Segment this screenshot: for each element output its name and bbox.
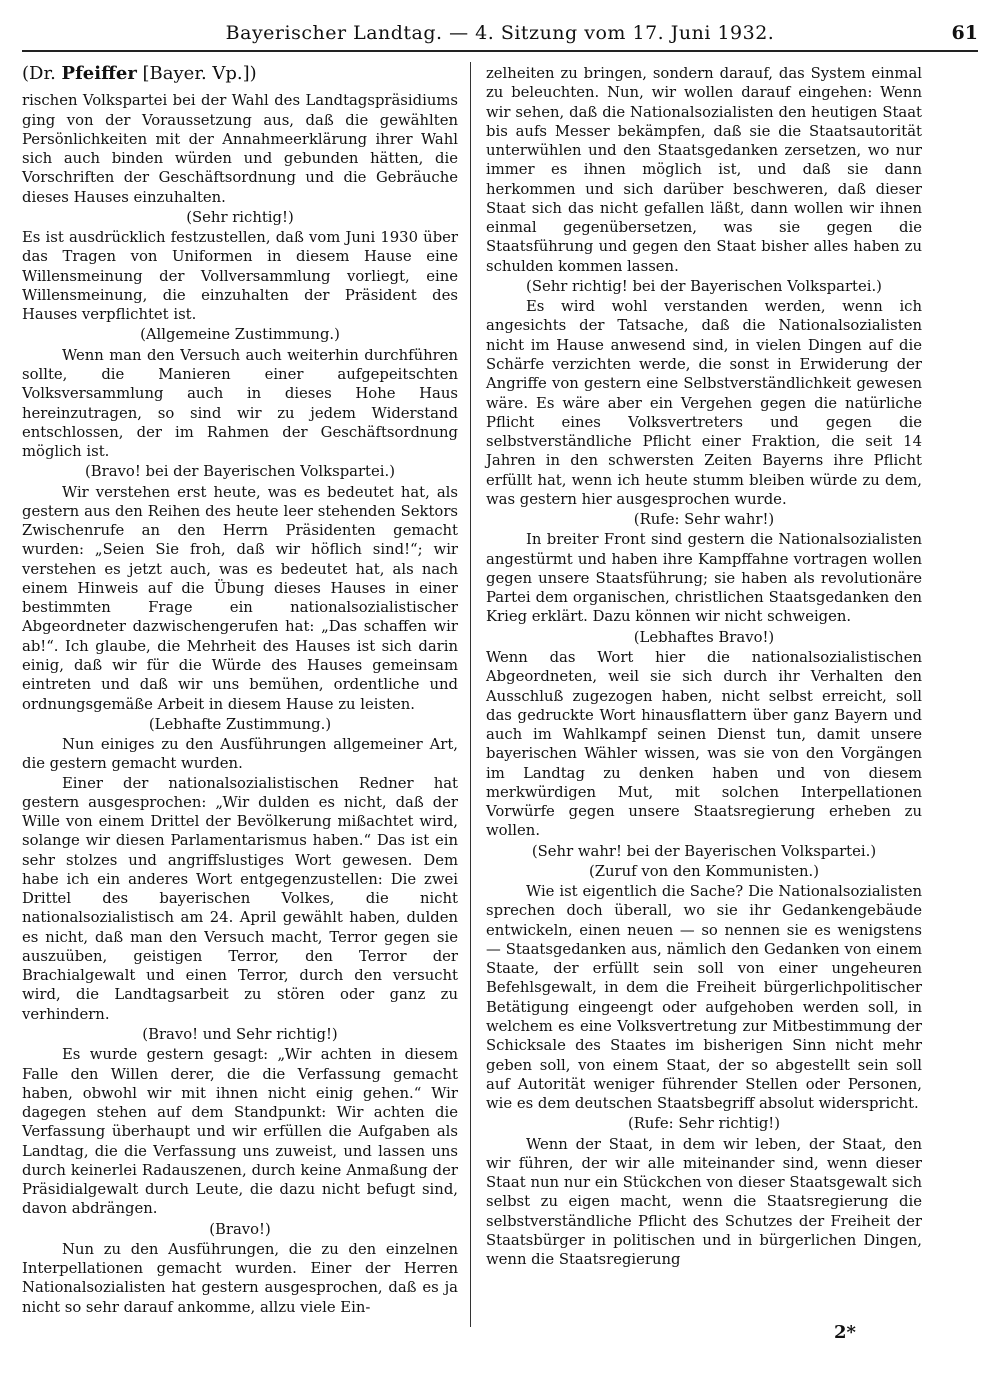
interjection: (Sehr richtig!) — [186, 208, 294, 226]
interjection: (Sehr wahr! bei der Bayerischen Volkspartei.) — [531, 842, 877, 860]
running-title: Bayerischer Landtag. — 4. Sitzung vom 17. Juni 1932. — [225, 22, 775, 44]
interjection: (Bravo! bei der Bayerischen Volkspartei.) — [85, 463, 395, 481]
paragraph: Wir verstehen erst heute, was es bedeutet hat, als gestern aus den Reihen des heute leer stehenden Sektors Zwischenrufe an den Herrn Präsidenten gemacht wurden: „Seien Sie froh, daß wir höflich sind!“; wir verstehen es jetzt auch, was es bedeutet hat, als nach einem Hinweis auf die Übung dieses Hauses in einer bestimmten Frage ein nationalsozialistischer Abgeordneter dazwischengerufen hat: „Das schaffen wir ab!“. Ich glaube, die Mehrheit des Hauses ist sich darin einig, daß wir für die Würde des Hauses gemeinsam eintreten und daß wir uns bemühen, ordentliche und ordnungsgemäße Arbeit in diesem Hause zu leisten. — [22, 483, 458, 713]
paragraph: rischen Volkspartei bei der Wahl des Landtagspräsidiums ging von der Voraussetzung aus, daß die gewählten Persönlichkeiten mit der Annahmeerklärung ihrer Wahl sich auch binden würden und gebunden hätten, die Vorschriften der Geschäftsordnung und die Gebräuche dieses Hauses einzuhalten. — [22, 92, 458, 206]
paragraph: In breiter Front sind gestern die Nationalsozialisten angestürmt und haben ihre Kampffahne vortragen wollen gegen unsere Staatsführung; sie haben als revolutionäre Partei dem organischen, christlichen Staatsgedanken den Krieg erklärt. Dazu können wir nicht schweigen. — [486, 531, 922, 626]
paragraph: Wenn man den Versuch auch weiterhin durchführen sollte, die Manieren einer aufgepeitschten Volksversammlung auch in dieses Hohe Haus hereinzutragen, so sind wir zu jedem Widerstand entschlossen, der im Rahmen der Geschäftsordnung möglich ist. — [22, 346, 458, 461]
paragraph: Wenn der Staat, in dem wir leben, der Staat, den wir führen, der wir alle miteinander sind, wenn dieser Staat nun nur ein Stückchen von dieser Staatsgewalt sich selbst zu eigen macht, wenn die Staatsregierung die selbstverständliche Pflicht des Schutzes der Freiheit der Staatsbürger in politischen und in bürgerlichen Dingen, wenn die Staatsregierung — [486, 1135, 922, 1269]
paragraph: Es ist ausdrücklich festzustellen, daß vom Juni 1930 über das Tragen von Uniformen in diesem Hause eine Willensmeinung der Vollversammlung vorliegt, eine Willensmeinung, die einzuhalten der Präsident des Hauses verpflichtet ist. — [22, 229, 458, 324]
paragraph: Nun zu den Ausführungen, die zu den einzelnen Interpellationen gemacht wurden. Einer der Herren Nationalsozialisten hat gestern ausgesprochen, daß es ja nicht so sehr darauf ankomme, allzu viele Ein- — [22, 1240, 458, 1316]
paragraph: zelheiten zu bringen, sondern darauf, das System einmal zu beleuchten. Nun, wir wollen darauf eingehen: Wenn wir sehen, daß die Nationalsozialisten den heutigen Staat bis aufs Messer bekämpfen, daß sie die Staatsautorität unterwühlen und den Staatsgedanken zersetzen, wo nur immer es ihnen möglich ist, und daß sie dann herkommen und sich darüber beschweren, daß dieser Staat sich das nicht gefallen läßt, dann wollen wir ihnen einmal gegenübersetzen, was sie gegen die Staatsführung und gegen den Staat bisher alles haben zu schulden kommen lassen. — [486, 65, 922, 275]
speaker-name: Pfeiffer — [61, 63, 137, 84]
left-column — [22, 64, 458, 1317]
interjection: (Rufe: Sehr richtig!) — [627, 1115, 781, 1133]
paragraph: Wenn das Wort hier die nationalsozialistischen Abgeordneten, weil sie sich durch ihr Verhalten den Ausschluß zugezogen haben, nicht selbst erreicht, soll das gedruckte Wort hinausflattern über ganz Bayern und auch im Wahlkampf seinen Dienst tun, damit unsere bayerischen Wähler wissen, was sie von den Vorgängen im Landtag zu denken haben und von diesem merkwürdigen Mut, mit solchen Interpellationen Vorwürfe gegen unsere Staatsregierung erheben zu wollen. — [486, 648, 922, 840]
header-rule — [22, 50, 978, 52]
speaker-party: [Bayer. Vp.]) — [136, 63, 257, 84]
speaker-line — [22, 64, 458, 83]
interjection: (Allgemeine Zustimmung.) — [140, 326, 340, 344]
page-number: 61 — [951, 22, 978, 44]
interjection: (Sehr richtig! bei der Bayerischen Volkspartei.) — [526, 277, 882, 295]
interjection: (Bravo! und Sehr richtig!) — [142, 1026, 338, 1044]
interjection: (Zuruf von den Kommunisten.) — [588, 862, 820, 880]
paragraph: Es wird wohl verstanden werden, wenn ich angesichts der Tatsache, daß die Nationalsozialisten nicht im Hause anwesend sind, in vielen Dingen auf die Schärfe verzichten werde, die sonst in Erwiderung der Angriffe von gestern eine Selbstverständlichkeit gewesen wäre. Es wäre aber ein Vergehen gegen die natürliche Pflicht eines Volksvertreters und gegen die selbstverständliche Pflicht einer Fraktion, die seit 14 Jahren in den schwersten Zeiten Bayerns ihre Pflicht erfüllt hat, wenn ich heute stumm bleiben würde zu dem, was gestern hier ausgesprochen wurde. — [486, 298, 922, 508]
page-header — [22, 18, 978, 52]
column-divider — [470, 62, 471, 1327]
interjection: (Lebhafte Zustimmung.) — [148, 715, 332, 733]
paragraph: Es wurde gestern gesagt: „Wir achten in diesem Falle den Willen derer, die die Verfassung gemacht haben, obwohl wir mit ihnen nicht einig gehen.“ Wir dagegen stehen auf dem Standpunkt: Wir achten die Verfassung überhaupt und wir erfüllen die Aufgaben als Landtag, die die Verfassung uns zuweist, und lassen uns durch keinerlei Radauszenen, durch keine Anmaßung der Präsidialgewalt durch Leute, die dazu nicht befugt sind, davon abdrängen. — [22, 1046, 458, 1218]
paragraph: Einer der nationalsozialistischen Redner hat gestern ausgesprochen: „Wir dulden es nicht, daß der Wille von einem Drittel der Bevölkerung mißachtet wird, solange wir diesen Parlamentarismus haben.“ Das ist ein sehr stolzes und angriffslustiges Wort gewesen. Dem habe ich ein anderes Wort entgegenzustellen: Die zwei Drittel des bayerischen Volkes, die nicht nationalsozialistisch am 24. April gewählt haben, dulden es nicht, daß man den Versuch macht, Terror gegen sie auszuüben, geistigen Terror, den Terror der Brachialgewalt und einen Terror, durch den versucht wird, die Landtagsarbeit zu stören oder ganz zu verhindern. — [22, 774, 458, 1023]
interjection: (Lebhaftes Bravo!) — [633, 628, 775, 646]
interjection: (Rufe: Sehr wahr!) — [633, 511, 775, 529]
right-column — [486, 64, 922, 1269]
speaker-prefix: (Dr. — [22, 63, 62, 84]
signature-mark: 2* — [834, 1322, 856, 1343]
interjection: (Bravo!) — [209, 1220, 271, 1238]
paragraph: Wie ist eigentlich die Sache? Die Nationalsozialisten sprechen doch überall, wo sie ihr Gedankengebäude entwickeln, einen neuen — so nennen sie es wenigstens — Staatsgedanken aus, nämlich den Gedanken von einem Staate, der erfüllt sein soll von einer ungeheuren Befehlsgewalt, in dem die Freiheit bürgerlichpolitischer Betätigung eingeengt oder aufgehoben werden soll, in welchem es eine Volksvertretung zur Mitbestimmung der Schicksale des Staates im bisherigen Sinn nicht mehr geben soll, von einem Staat, der so abgestellt sein soll auf Autorität weniger führender Stellen oder Personen, wie es dem deutschen Staatsbegriff absolut widerspricht. — [486, 883, 922, 1113]
paragraph: Nun einiges zu den Ausführungen allgemeiner Art, die gestern gemacht wurden. — [22, 736, 458, 773]
